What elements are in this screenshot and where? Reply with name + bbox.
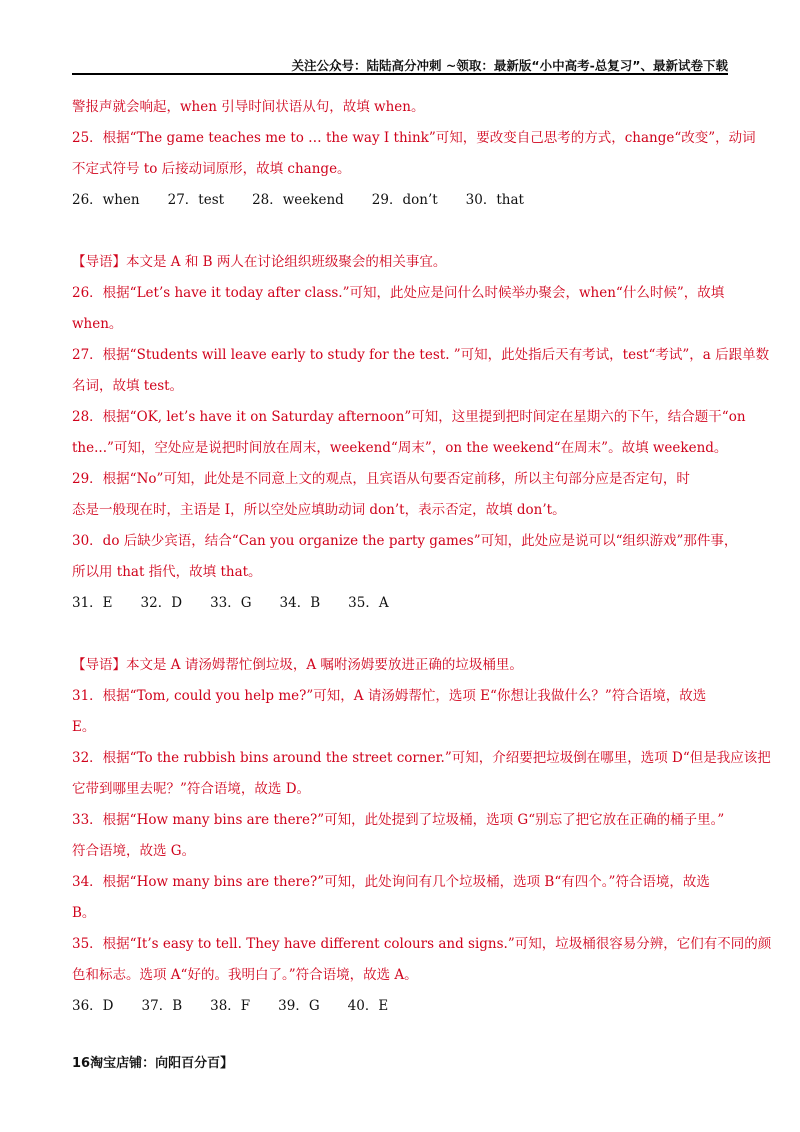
answer-item: 26．when: [72, 192, 140, 208]
text-line: 它带到哪里去呢？”符合语境，故选 D。: [72, 781, 311, 797]
text-line: 警报声就会响起，when 引导时间状语从句，故填 when。: [72, 99, 425, 115]
answer-item: 38．F: [210, 998, 251, 1014]
text-line: E。: [72, 719, 96, 735]
page-footer: 16淘宝店铺：向阳百分百】: [72, 1056, 234, 1071]
answer-item: 28．weekend: [252, 192, 344, 208]
intro-line: 【导语】本文是 A 和 B 两人在讨论组织班级聚会的相关事宜。: [72, 254, 447, 270]
text-line: 34．根据“How many bins are there?”可知，此处询问有几个垃圾桶，选项 B“有四个。”符合语境，故选: [72, 874, 710, 890]
text-line: 所以用 that 指代，故填 that。: [72, 564, 262, 580]
text-line: 35．根据“It’s easy to tell. They have different colours and signs.”可知，垃圾桶很容易分辨，它们有不同的颜: [72, 936, 772, 952]
intro-line: 【导语】本文是 A 请汤姆帮忙倒垃圾，A 嘱咐汤姆要放进正确的垃圾桶里。: [72, 657, 523, 673]
text-line: 32．根据“To the rubbish bins around the street corner.”可知，介绍要把垃圾倒在哪里，选项 D“但是我应该把: [72, 750, 771, 766]
answer-item: 34．B: [279, 595, 321, 611]
text-line: 25．根据“The game teaches me to … the way I think”可知，要改变自己思考的方式，change“改变”，动词: [72, 130, 756, 146]
answer-row: [72, 588, 728, 619]
text-line: 30．do 后缺少宾语，结合“Can you organize the party games”可知，此处应是说可以“组织游戏”那件事，: [72, 533, 738, 549]
text-line: 28．根据“OK, let’s have it on Saturday afternoon”可知，这里提到把时间定在星期六的下午，结合题干“on: [72, 409, 746, 425]
text-line: 名词，故填 test。: [72, 378, 184, 394]
answer-row: [72, 991, 728, 1022]
text-line: 色和标志。选项 A“好的。我明白了。”符合语境，故选 A。: [72, 967, 418, 983]
text-line: the...”可知，空处应是说把时间放在周末，weekend“周末”，on the weekend“在周末”。故填 weekend。: [72, 440, 728, 456]
answer-row: [72, 185, 728, 216]
text-line: 27．根据“Students will leave early to study for the test. ”可知，此处指后天有考试，test“考试”，a 后跟单数: [72, 347, 770, 363]
page-content: [72, 92, 772, 1022]
answer-item: 32．D: [140, 595, 183, 611]
text-line: when。: [72, 316, 123, 332]
answer-item: 36．D: [72, 998, 114, 1014]
answer-item: 37．B: [141, 998, 183, 1014]
text-line: 不定式符号 to 后接动词原形，故填 change。: [72, 161, 351, 177]
answer-item: 27．test: [167, 192, 225, 208]
answer-item: 29．don’t: [371, 192, 438, 208]
answer-item: 35．A: [348, 595, 389, 611]
page-header: 关注公众号：陆陆高分冲刺 ~领取：最新版“小中高考-总复习”、最新试卷下载: [291, 58, 728, 73]
answer-item: 33．G: [210, 595, 252, 611]
text-line: 符合语境，故选 G。: [72, 843, 196, 859]
text-line: B。: [72, 905, 96, 921]
text-line: 态是一般现在时，主语是 I，所以空处应填助动词 don’t，表示否定，故填 don’t。: [72, 502, 566, 518]
text-line: 33．根据“How many bins are there?”可知，此处提到了垃圾桶，选项 G“别忘了把它放在正确的桶子里。”: [72, 812, 725, 828]
text-line: 26．根据“Let’s have it today after class.”可知，此处应是问什么时候举办聚会，when“什么时候”，故填: [72, 285, 725, 301]
answer-item: 30．that: [465, 192, 524, 208]
text-line: 31．根据“Tom, could you help me?”可知，A 请汤姆帮忙，选项 E“你想让我做什么？”符合语境，故选: [72, 688, 707, 704]
answer-item: 40．E: [347, 998, 389, 1014]
answer-item: 39．G: [278, 998, 320, 1014]
answer-item: 31．E: [72, 595, 113, 611]
text-line: 29．根据“No”可知，此处是不同意上文的观点，且宾语从句要否定前移，所以主句部分应是否定句，时: [72, 471, 690, 487]
header-rule: [72, 73, 728, 75]
